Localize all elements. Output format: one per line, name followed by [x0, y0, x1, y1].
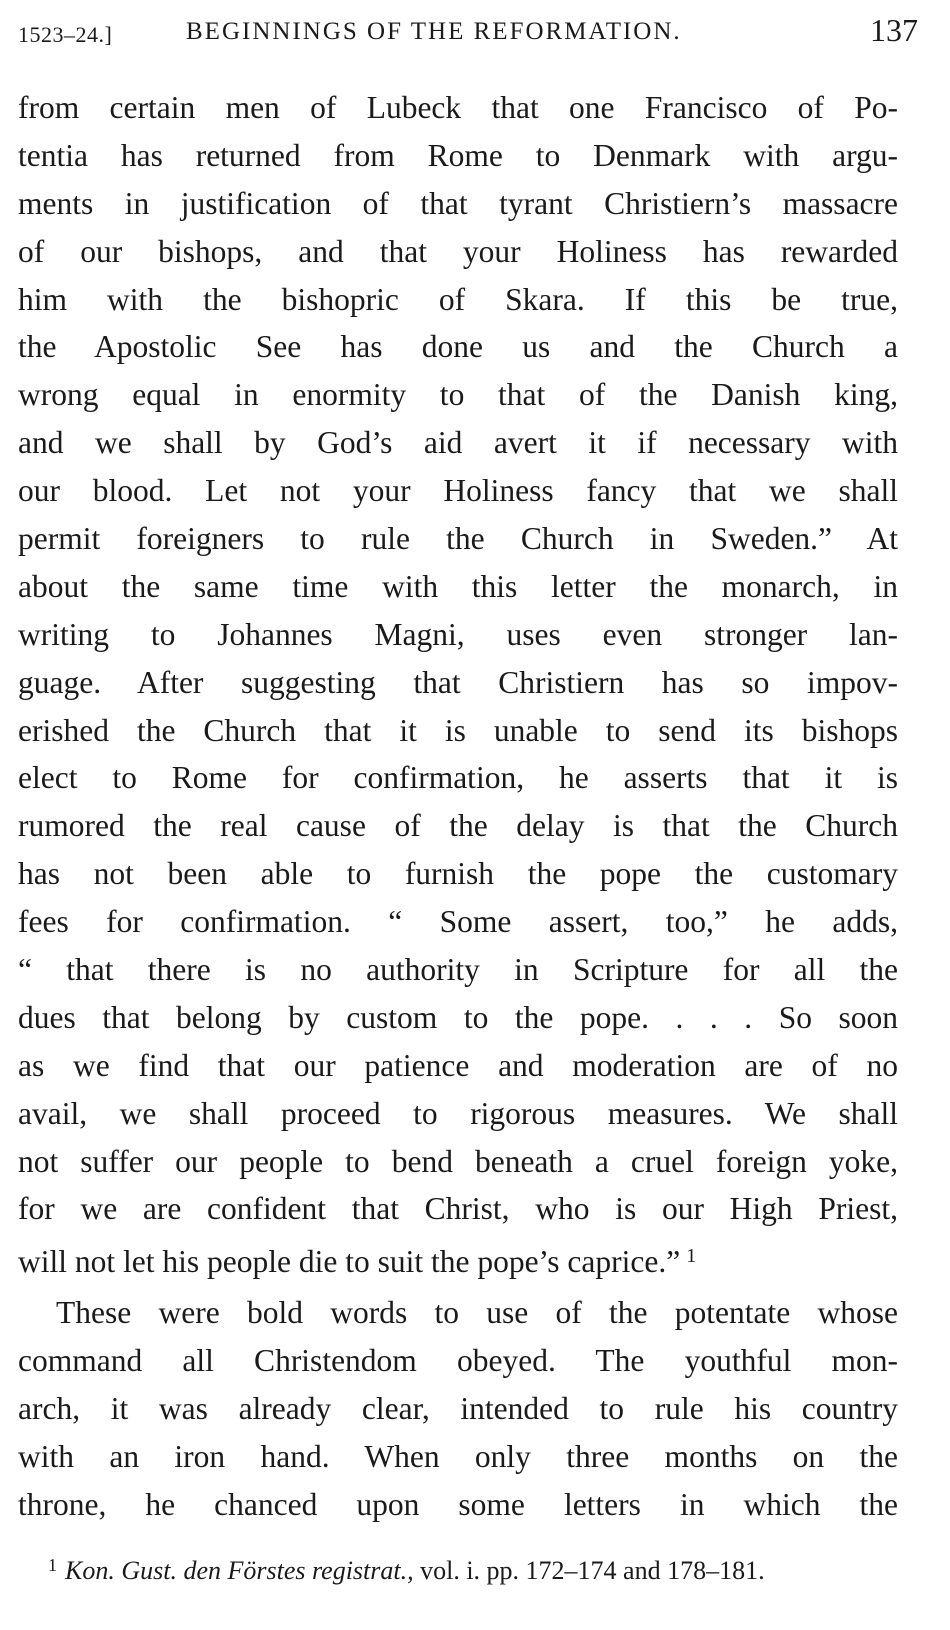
text-line: ments in justification of that tyrant Christiern’s massacre	[18, 185, 898, 221]
running-header	[18, 12, 918, 52]
text-line: and we shall by God’s aid avert it if necessary with	[18, 425, 898, 461]
text-line-last-text: will not let his people die to suit the pope’s caprice.”	[18, 1244, 681, 1280]
text-line: avail, we shall proceed to rigorous measures. We shall	[18, 1095, 898, 1131]
text-line: tentia has returned from Rome to Denmark with argu-	[18, 137, 898, 173]
text-line: arch, it was already clear, intended to rule his country	[18, 1391, 898, 1427]
body-text	[18, 84, 898, 1529]
text-line: writing to Johannes Magni, uses even stronger lan-	[18, 616, 898, 652]
footnote-reference: vol. i. pp. 172–174 and 178–181.	[420, 1556, 765, 1585]
text-line: about the same time with this letter the monarch, in	[18, 568, 898, 604]
text-line: our blood. Let not your Holiness fancy that we shall	[18, 473, 898, 509]
text-line: of our bishops, and that your Holiness has rewarded	[18, 233, 898, 269]
text-line: command all Christendom obeyed. The youthful mon-	[18, 1343, 898, 1379]
footnote-source-title: Kon. Gust. den Förstes registrat.,	[65, 1556, 414, 1585]
footnote	[48, 1545, 908, 1591]
text-line: fees for confirmation. “ Some assert, too,” he adds,	[18, 904, 898, 940]
text-line: has not been able to furnish the pope the customary	[18, 856, 898, 892]
text-line: him with the bishopric of Skara. If this be true,	[18, 281, 898, 317]
text-line: not suffer our people to bend beneath a cruel foreign yoke,	[18, 1143, 898, 1179]
text-line: These were bold words to use of the potentate whose	[56, 1295, 898, 1331]
text-line: permit foreigners to rule the Church in Sweden.” At	[18, 521, 898, 557]
footnote-number: 1	[48, 1555, 57, 1575]
text-line: erished the Church that it is unable to send its bishops	[18, 712, 898, 748]
paragraph-2	[18, 1289, 898, 1528]
text-line: as we find that our patience and moderation are of no	[18, 1047, 898, 1083]
text-line: guage. After suggesting that Christiern has so impov-	[18, 664, 898, 700]
running-title: BEGINNINGS OF THE REFORMATION.	[186, 18, 682, 45]
header-years: 1523–24.]	[18, 22, 113, 47]
text-line-last	[18, 1233, 898, 1281]
text-line: for we are confident that Christ, who is our High Priest,	[18, 1191, 898, 1227]
page-number: 137	[870, 12, 918, 48]
text-line: from certain men of Lubeck that one Francisco of Po-	[18, 90, 898, 125]
text-line: with an iron hand. When only three months on the	[18, 1438, 898, 1474]
footnote-marker: 1	[686, 1245, 697, 1268]
paragraph-1	[18, 84, 898, 1281]
text-line: the Apostolic See has done us and the Church a	[18, 329, 898, 365]
text-line: dues that belong by custom to the pope. . . . So soon	[18, 999, 898, 1035]
text-line: throne, he chanced upon some letters in which the	[18, 1486, 898, 1522]
paragraph-gap	[18, 1281, 898, 1289]
text-line: elect to Rome for confirmation, he asserts that it is	[18, 760, 898, 796]
text-line: rumored the real cause of the delay is that the Church	[18, 808, 898, 844]
text-line: wrong equal in enormity to that of the Danish king,	[18, 377, 898, 413]
text-line: “ that there is no authority in Scripture for all the	[18, 952, 898, 988]
